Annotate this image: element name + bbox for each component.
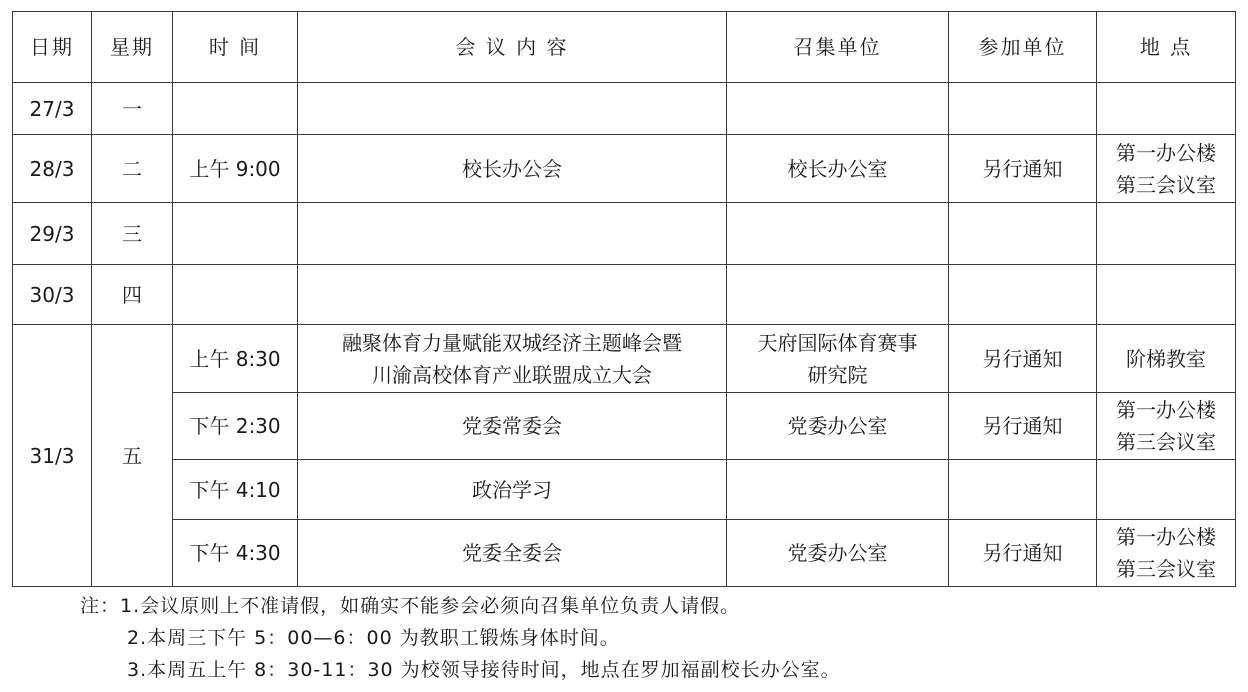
location-cell: [1097, 393, 1236, 460]
table-row: [13, 203, 1236, 265]
header-participants: 参加单位: [949, 12, 1097, 83]
content-line: 融聚体育力量赋能双城经济主题峰会暨: [342, 330, 682, 355]
location-line: 第三会议室: [1116, 557, 1216, 581]
participants-cell: 另行通知: [949, 393, 1097, 460]
header-time: 时 间: [173, 12, 298, 83]
header-content: 会 议 内 容: [298, 12, 727, 83]
content-cell: [298, 325, 727, 393]
content-cell: 党委全委会: [298, 520, 727, 587]
header-date: 日期: [13, 12, 92, 83]
content-cell: [298, 265, 727, 325]
header-weekday: 星期: [92, 12, 173, 83]
time-cell: 下午 4:30: [173, 520, 298, 587]
location-line: 第一办公楼: [1116, 525, 1216, 549]
organizer-cell: [727, 460, 949, 520]
date-cell: 30/3: [13, 265, 92, 325]
table-row: [13, 393, 1236, 460]
time-cell: 上午 8:30: [173, 325, 298, 393]
location-line: 第一办公楼: [1116, 140, 1216, 165]
date-cell: 31/3: [13, 325, 92, 587]
table-row: [13, 83, 1236, 135]
content-cell: 政治学习: [298, 460, 727, 520]
content-line: 川渝高校体育产业联盟成立大会: [372, 362, 652, 387]
location-line: 第三会议室: [1116, 430, 1216, 454]
meeting-schedule-table: [12, 11, 1236, 587]
table-row: [13, 325, 1236, 393]
content-cell: 党委常委会: [298, 393, 727, 460]
organizer-cell: 校长办公室: [727, 135, 949, 203]
time-cell: [173, 83, 298, 135]
note-line: 3.本周五上午 8：30-11：30 为校领导接待时间，地点在罗加福副校长办公室。: [127, 659, 841, 681]
participants-cell: [949, 460, 1097, 520]
participants-cell: [949, 83, 1097, 135]
location-cell: [1097, 460, 1236, 520]
location-cell: [1097, 135, 1236, 203]
time-cell: 下午 4:10: [173, 460, 298, 520]
table-row: [13, 135, 1236, 203]
content-cell: 校长办公会: [298, 135, 727, 203]
time-cell: [173, 203, 298, 265]
content-cell: [298, 83, 727, 135]
weekday-cell: 四: [92, 265, 173, 325]
participants-cell: [949, 265, 1097, 325]
header-location: 地 点: [1097, 12, 1236, 83]
note-line: 2.本周三下午 5：00—6：00 为教职工锻炼身体时间。: [127, 627, 620, 649]
date-cell: 29/3: [13, 203, 92, 265]
organizer-cell: [727, 83, 949, 135]
table-row: [13, 265, 1236, 325]
participants-cell: 另行通知: [949, 520, 1097, 587]
weekday-cell: 二: [92, 135, 173, 203]
participants-cell: 另行通知: [949, 325, 1097, 393]
time-cell: [173, 265, 298, 325]
location-line: 第一办公楼: [1116, 398, 1216, 422]
notes-section: [80, 590, 841, 686]
header-row: [13, 12, 1236, 83]
location-cell: [1097, 520, 1236, 587]
content-cell: [298, 203, 727, 265]
participants-cell: 另行通知: [949, 135, 1097, 203]
participants-cell: [949, 203, 1097, 265]
note-line: 注：1.会议原则上不准请假，如确实不能参会必须向召集单位负责人请假。: [80, 595, 741, 617]
organizer-cell: [727, 203, 949, 265]
weekday-cell: 三: [92, 203, 173, 265]
organizer-cell: 党委办公室: [727, 393, 949, 460]
location-line: 第三会议室: [1116, 172, 1216, 197]
organizer-cell: 党委办公室: [727, 520, 949, 587]
location-cell: 阶梯教室: [1097, 325, 1236, 393]
table-row: [13, 460, 1236, 520]
time-cell: 上午 9:00: [173, 135, 298, 203]
location-cell: [1097, 265, 1236, 325]
organizer-line: 研究院: [807, 362, 868, 387]
location-cell: [1097, 83, 1236, 135]
location-cell: [1097, 203, 1236, 265]
date-cell: 28/3: [13, 135, 92, 203]
table-row: [13, 520, 1236, 587]
organizer-line: 天府国际体育赛事: [757, 330, 918, 355]
time-cell: 下午 2:30: [173, 393, 298, 460]
header-organizer: 召集单位: [727, 12, 949, 83]
weekday-cell: 一: [92, 83, 173, 135]
weekday-cell: 五: [92, 325, 173, 587]
date-cell: 27/3: [13, 83, 92, 135]
organizer-cell: [727, 265, 949, 325]
organizer-cell: [727, 325, 949, 393]
